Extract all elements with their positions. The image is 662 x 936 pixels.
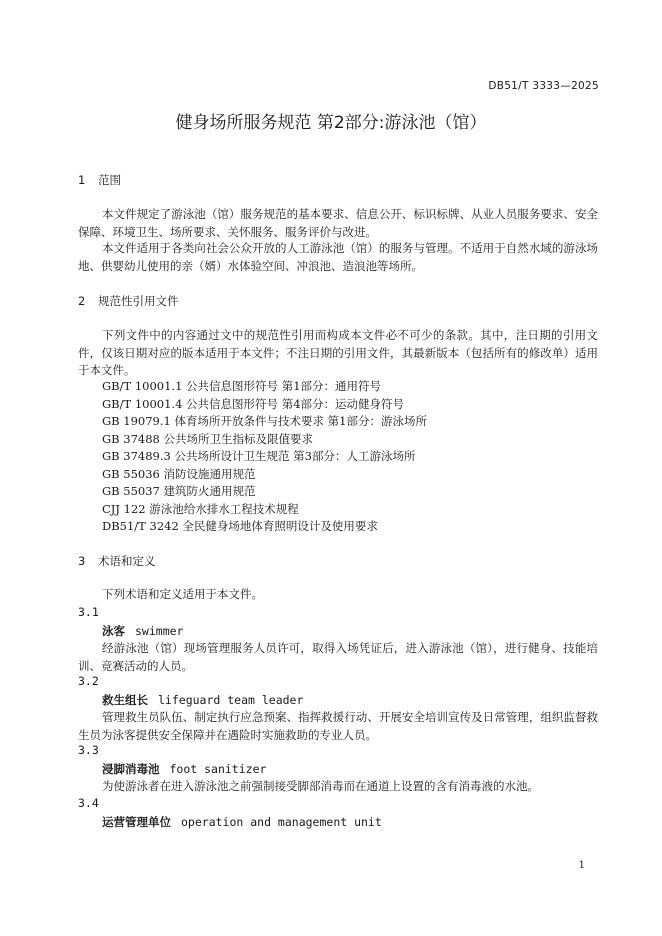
section-1-paragraph-2: 本文件适用于各类向社会公众开放的人工游泳池（馆）的服务与管理。不适用于自然水域的游泳场地、供婴幼儿使用的亲（婿）水体验空间、冲浪池、造浪池等场所。: [78, 241, 598, 273]
page-number: 1: [578, 860, 585, 871]
term-name: 泳客 swimmer: [102, 624, 184, 638]
standard-code: DB51/T 3333—2025: [488, 80, 599, 92]
section-3-intro: 下列术语和定义适用于本文件。: [102, 587, 263, 601]
term-name: 浸脚消毒池 foot sanitizer: [102, 762, 267, 776]
reference-item: DB51/T 3242 全民健身场地体育照明设计及使用要求: [102, 519, 378, 533]
term-name: 救生组长 lifeguard team leader: [102, 693, 304, 707]
term-number: 3.2: [78, 674, 99, 688]
term-definition: 经游泳池（馆）现场管理服务人员许可，取得入场凭证后，进入游泳池（馆），进行健身、技能培训、竞赛活动的人员。: [78, 641, 598, 673]
reference-item: CJJ 122 游泳池给水排水工程技术规程: [102, 502, 299, 516]
reference-item: GB/T 10001.1 公共信息图形符号 第1部分：通用符号: [102, 379, 382, 393]
reference-item: GB 19079.1 体育场所开放条件与技术要求 第1部分：游泳场所: [102, 414, 427, 428]
section-1-heading: 1 范围: [78, 173, 121, 187]
section-2-paragraph-1: 下列文件中的内容通过文中的规范性引用而构成本文件必不可少的条款。其中，注日期的引用文件，仅该日期对应的版本适用于本文件；不注日期的引用文件，其最新版本（包括所有的修改单）适用于本文件。: [78, 328, 598, 377]
reference-item: GB 37489.3 公共场所设计卫生规范 第3部分：人工游泳场所: [102, 449, 416, 463]
section-2-heading: 2 规范性引用文件: [78, 294, 179, 308]
term-definition: 管理救生员队伍、制定执行应急预案、指挥救援行动、开展安全培训宣传及日常管理，组织监督救生员为泳客提供安全保障并在遇险时实施救助的专业人员。: [78, 710, 598, 742]
section-1-paragraph-1: 本文件规定了游泳池（馆）服务规范的基本要求、信息公开、标识标牌、从业人员服务要求、安全保障、环境卫生、场所要求、关怀服务、服务评价与改进。: [78, 207, 598, 239]
term-number: 3.4: [78, 796, 99, 810]
reference-item: GB 37488 公共场所卫生指标及限值要求: [102, 432, 314, 446]
section-3-heading: 3 术语和定义: [78, 554, 156, 568]
term-name: 运营管理单位 operation and management unit: [102, 815, 382, 829]
term-number: 3.3: [78, 743, 99, 757]
reference-item: GB/T 10001.4 公共信息图形符号 第4部分：运动健身符号: [102, 397, 405, 411]
document-title: 健身场所服务规范 第2部分:游泳池（馆）: [175, 113, 487, 133]
reference-item: GB 55037 建筑防火通用规范: [102, 484, 256, 498]
term-definition: 为使游泳者在进入游泳池之前强制接受脚部消毒而在通道上设置的含有消毒液的水池。: [102, 779, 539, 793]
reference-item: GB 55036 消防设施通用规范: [102, 467, 256, 481]
term-number: 3.1: [78, 605, 99, 619]
